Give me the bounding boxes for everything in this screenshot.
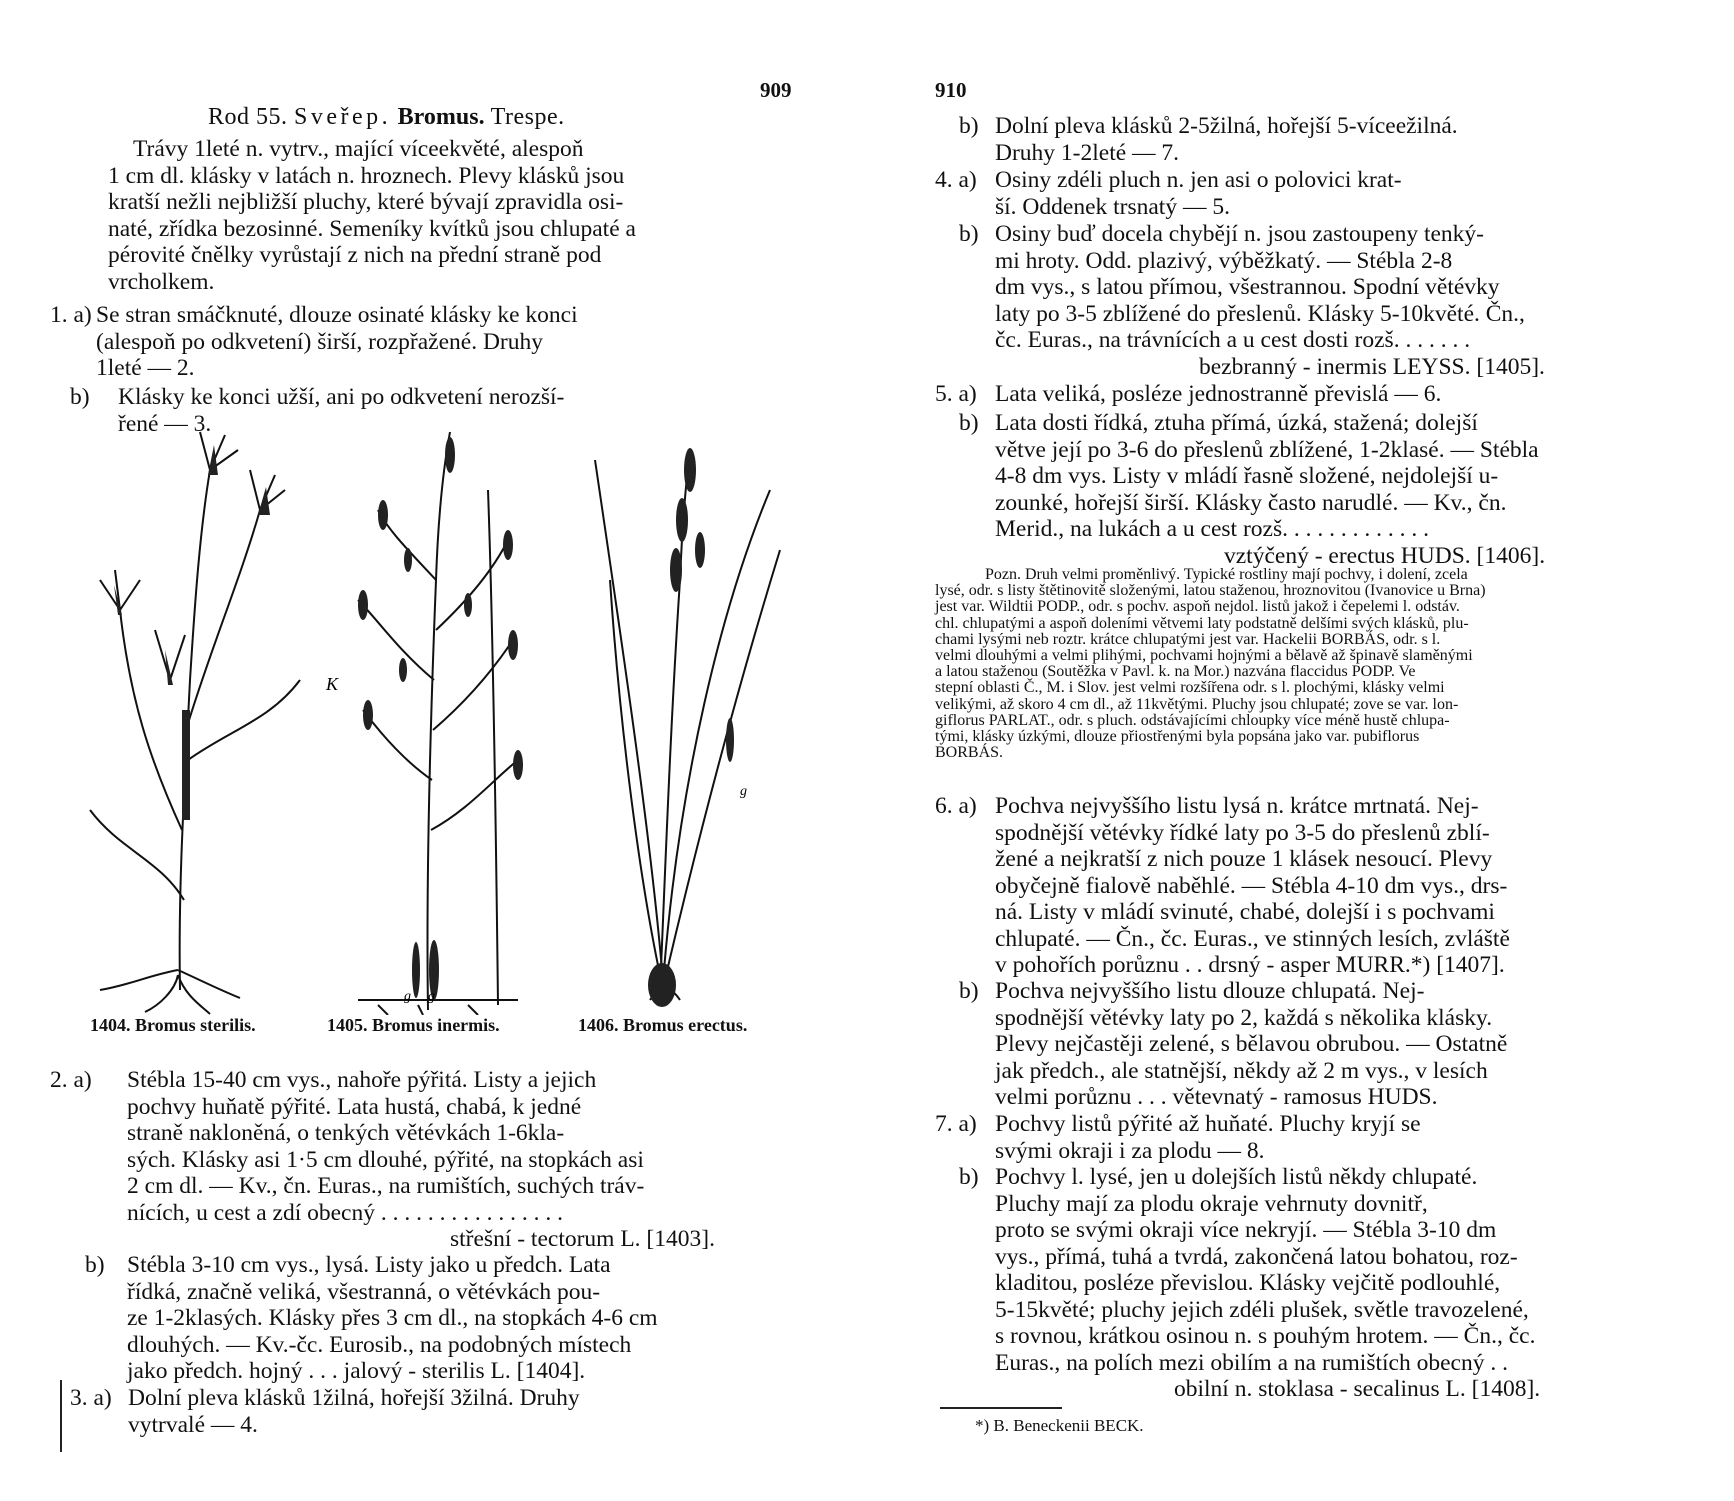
figure-label-g2: g (428, 989, 435, 1004)
illustration-bromus-inermis (318, 430, 548, 1015)
page-number-909: 909 (760, 78, 792, 102)
key-7a: 7. a) Pochvy listů pýřité až huňaté. Pluchy kryjí se svými okraji i za plodu — 8. (935, 1111, 1421, 1164)
margin-bar (60, 1380, 62, 1452)
key-3a: 3. a) Dolní pleva klásků 1žilná, hořejší 3žilná. Druhy vytrvalé — 4. (70, 1385, 580, 1438)
key-1a: 1. a) Se stran smáčknuté, dlouze osinaté klásky ke konci (alespoň po odkvetení) širší, rozpřažené. Druhy 1leté — 2. (50, 302, 578, 381)
heading-czech: Sveřep. (294, 104, 392, 130)
illustration-bromus-erectus (590, 430, 790, 1015)
key-4a: 4. a) Osiny zdéli pluch n. jen asi o polovici krat- ší. Oddenek trsnatý — 5. (935, 167, 1402, 220)
caption-1404: 1404. Bromus sterilis. (90, 1015, 256, 1035)
key-6a: 6. a) Pochva nejvyššího listu lysá n. krátce mrtnatá. Nej- spodnější větévky řídké laty po 3-5 do přeslenů zblí- žené a nejkratší z nich pouze 1 klásek nesoucí. Plevy obyčejně fialově naběhlé. — Stébla 4-10 dm vys., drs- ná. Listy v mládí svinuté, chabé, dolejší i s pochvami chlupaté. — Čn., čc. Euras., ve stinných lesích, zvláště v pohořích porůznu . . drsný - asper MURR.*) [1407]. (935, 793, 1510, 978)
key-3b: b) Dolní pleva klásků 2-5žilná, hořejší 5-víceežilná. Druhy 1-2leté — 7. (959, 113, 1458, 166)
heading-latin: Bromus. (397, 104, 485, 130)
key-4b: b) Osiny buď docela chybějí n. jsou zastoupeny tenký- mi hroty. Odd. plazivý, výběžkatý. — Stébla 2-8 dm vys., s latou přímou, všestrannou. Spodní větévky laty po 3-5 zblížené do přeslenů. Klásky 5-10květé. Čn., čc. Euras., na trávnících a u cest dosti rozš. . . . . . . bezbranný - inermis LEYSS. [1405]. (959, 221, 1545, 380)
key-2b: b) Stébla 3-10 cm vys., lysá. Listy jako u předch. Lata řídká, značně veliká, všestranná, o větévkách pou- ze 1-2klasých. Klásky přes 3 cm dl., na stopkách 4-6 cm dlouhých. — Kv.-čc. Eurosib., na podobných místech jako předch. hojný . . . jalový - sterilis L. [1404]. (85, 1252, 658, 1384)
illustration-bromus-sterilis (60, 430, 320, 1015)
heading-rod: Rod 55. (208, 104, 288, 130)
key-5a: 5. a) Lata veliká, posléze jednostranně převislá — 6. (935, 381, 1442, 407)
page-number-910: 910 (935, 78, 967, 102)
key-1b: b) Klásky ke konci užší, ani po odkvetení nerozší- řené — 3. (70, 384, 565, 437)
right-page (867, 0, 1734, 1501)
footnote-rule (940, 1407, 1062, 1409)
key-6b: b) Pochva nejvyššího listu dlouze chlupatá. Nej- spodnější větévky laty po 2, každá s několika klásky. Plevy nejčastěji zelené, s bělavou obrubou. — Ostatně jak předch., ale statnější, někdy až 2 m vys., v lesích velmi porůznu . . . větevnatý - ramosus HUDS. (959, 978, 1508, 1110)
figure-label-k: K (326, 674, 339, 694)
caption-1406: 1406. Bromus erectus. (578, 1015, 748, 1035)
key-7b: b) Pochvy l. lysé, jen u dolejších listů někdy chlupaté. Pluchy mají za plodu okraje vehrnuty dovnitř, proto se svými okraji více nekryjí. — Stébla 3-10 dm vys., přímá, tuhá a tvrdá, zakončená latou bohatou, roz- kladitou, posléze převislou. Klásky vejčitě podlouhlé, 5-15květé; pluchy jejich zdéli plušek, světle travozelené, s rovnou, krátkou osinou n. s pouhým hrotem. — Čn., čc. Euras., na polích mezi obilím a na rumištích obecný . . obilní n. stoklasa - secalinus L. [1408]. (959, 1164, 1541, 1402)
figure-label-g3: g (740, 784, 747, 799)
figure-label-g1: g (404, 989, 411, 1004)
key-2a: 2. a) Stébla 15-40 cm vys., nahoře pýřitá. Listy a jejich pochvy huňatě pýřité. Lata hustá, chabá, k jedné straně nakloněná, o tenkých větévkách 1-6kla- sých. Klásky asi 1·5 cm dlouhé, pýřité, na stopkách asi 2 cm dl. — Kv., čn. Euras., na rumištích, suchých tráv- nících, u cest a zdí obecný . . . . . . . . . . . . . . . . střešní - tectorum L. [1403]. (50, 1067, 715, 1252)
note-paragraph: Pozn. Druh velmi proměnlivý. Typické rostliny mají pochvy, i dolení, zcela lysé, odr. s listy štětinovitě složenými, latou staženou, hroznovitou (Ivanovice u Brna) jest var. Wildtii PODP., odr. s pochv. aspoň nejdol. listů jakož i čepelemi l. odstáv. chl. chlupatými a aspoň doleními větvemi laty podstatně delšími svých klásků, plu- chami lysými neb roztr. krátce chlupatými jest var. Hackelii BORBÁS, odr. s l. velmi dlouhými a velmi plihými, pochvami hojnými a bělavě až špinavě slaměnými a latou staženou (Soutěžka v Pavl. k. na Mor.) nazvána flaccidus PODP. Ve stepní oblasti Č., M. i Slov. jest velmi rozšířena odr. s l. plochými, klásky velmi velikými, až skoro 4 cm dl., až 11květými. Pluchy jsou chlupaté; zove se var. lon- giflorus PARLAT., odr. s pluch. odstávajícími chloupky více méně hustě chlupa- tými, klásky úzkými, dlouze přiostřenými byla popsána jako var. pubiflorus BORBÁS. (935, 566, 1486, 762)
footnote: *) B. Beneckenii BECK. (975, 1416, 1144, 1435)
key-5b: b) Lata dosti řídká, ztuha přímá, úzká, stažená; dolejší větve její po 3-6 do přeslenů zblížené, 1-2klasé. — Stébla 4-8 dm vys. Listy v mládí řasně složené, nejdolejší u- zounké, hořejší širší. Klásky často narudlé. — Kv., čn. Merid., na lukách a u cest rozš. . . . . . . . . . . . . vztýčený - erectus HUDS. [1406]. (959, 410, 1546, 569)
caption-1405: 1405. Bromus inermis. (327, 1015, 500, 1035)
heading-german: Trespe. (490, 104, 565, 130)
genus-heading (208, 104, 565, 131)
intro-paragraph: Trávy 1leté n. vytrv., mající víceekvěté, alespoň 1 cm dl. klásky v latách n. hroznech. Plevy klásků jsou kratší nežli nejbližší pluchy, které bývají zpravidla osi- naté, zřídka bezosinné. Semeníky kvítků jsou chlupaté a pérovité čnělky vyrůstají z nich na přední straně pod vrcholkem. (108, 136, 636, 295)
